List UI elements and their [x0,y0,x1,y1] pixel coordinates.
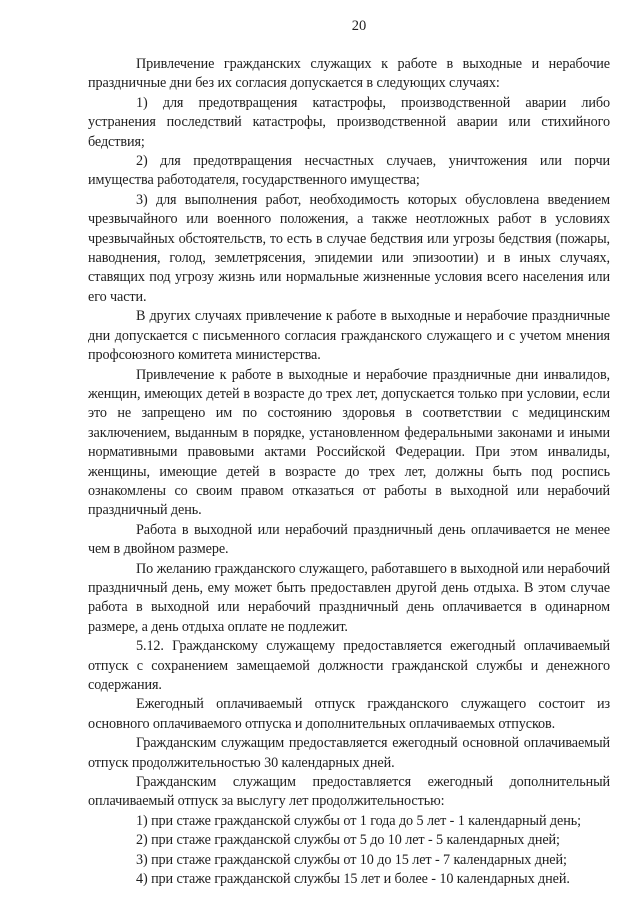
paragraph-case-1: 1) для предотвращения катастрофы, производственной аварии либо устранения последствий катастрофы, производственной аварии или стихийного бедствия; [88,94,610,150]
paragraph-intro: Привлечение гражданских служащих к работе в выходные и нерабочие праздничные дни без их согласия допускается в следующих случаях: [88,56,610,92]
paragraph-restricted-groups: Привлечение к работе в выходные и нерабочие праздничные дни инвалидов, женщин, имеющих детей в возрасте до трех лет, допускается только при условии, если это не запрещено им по состоянию здоровья в соответствии с медицинским заключением, выданным в порядке, установленном федеральными законами и иными нормативными правовыми актами Российской Федерации. При этом инвалиды, женщины, имеющие детей в возрасте до трех лет, должны быть под роспись ознакомлены со своим правом отказаться от работы в выходной или нерабочий праздничный день. [88,366,610,519]
paragraph-double-pay: Работа в выходной или нерабочий праздничный день оплачивается не менее чем в двойном размере. [88,521,610,558]
paragraph-leave-composition: Ежегодный оплачиваемый отпуск гражданского служащего состоит из основного оплачиваемого отпуска и дополнительных оплачиваемых отпусков. [88,696,610,732]
paragraph-seniority-4: 4) при стаже гражданской службы 15 лет и более - 10 календарных дней. [136,871,570,888]
paragraph-day-off: По желанию гражданского служащего, работавшего в выходной или нерабочий праздничный день, ему может быть предоставлен другой день отдыха. В этом случае работа в выходной или нерабочий праздничный день оплачивается в одинарном размере, а день отдыха оплате не подлежит. [88,560,610,635]
paragraph-other-cases: В других случаях привлечение к работе в выходные и нерабочие праздничные дни допускается с письменного согласия гражданского служащего и с учетом мнения профсоюзного комитета министерства. [88,308,610,364]
paragraph-basic-leave: Гражданским служащим предоставляется ежегодный основной оплачиваемый отпуск продолжительностью 30 календарных дней. [88,735,610,771]
document-body [88,55,610,889]
paragraph-case-2: 2) для предотвращения несчастных случаев, уничтожения или порчи имущества работодателя, государственного имущества; [88,153,610,189]
page-number: 20 [351,18,367,34]
paragraph-seniority-3: 3) при стаже гражданской службы от 10 до 15 лет - 7 календарных дней; [136,851,567,868]
paragraph-seniority-1: 1) при стаже гражданской службы от 1 года до 5 лет - 1 календарный день; [136,812,581,829]
paragraph-seniority-2: 2) при стаже гражданской службы от 5 до 10 лет - 5 календарных дней; [136,832,560,849]
paragraph-seniority-leave: Гражданским служащим предоставляется ежегодный дополнительный оплачиваемый отпуск за выслугу лет продолжительностью: [88,774,610,810]
paragraph-section-5-12: 5.12. Гражданскому служащему предоставляется ежегодный оплачиваемый отпуск с сохранением замещаемой должности гражданской службы и денежного содержания. [88,638,610,693]
paragraph-case-3: 3) для выполнения работ, необходимость которых обусловлена введением чрезвычайного или военного положения, а также неотложных работ в условиях чрезвычайных обстоятельств, то есть в случае бедствия или угрозы бедствия (пожары, наводнения, голод, землетрясения, эпидемии или эпизоотии) и в иных случаях, ставящих под угрозу жизнь или нормальные жизненные условия всего населения или его части. [88,191,610,305]
